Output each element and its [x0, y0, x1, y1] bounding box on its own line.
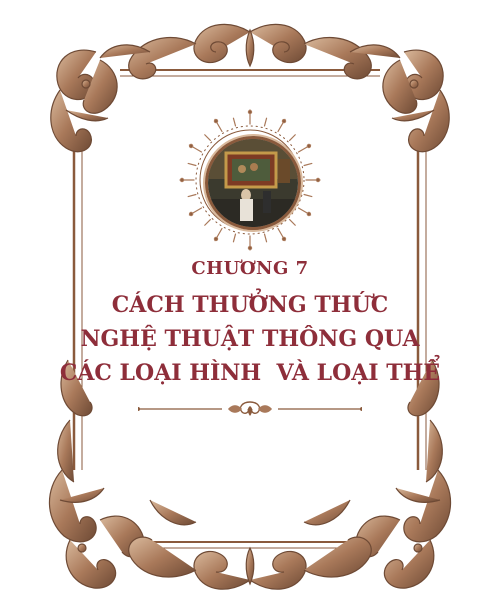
medallion-ray [233, 234, 235, 242]
divider-ornament [138, 398, 362, 420]
medallion-ray-dot [282, 237, 285, 240]
chapter-title [0, 288, 500, 390]
medallion-ray-dot [214, 237, 217, 240]
medallion-ray [188, 194, 196, 196]
medallion-ray-dot [282, 120, 285, 123]
medallion-ray [264, 118, 266, 126]
medallion-ray [188, 163, 196, 165]
bottom-left-corner [49, 470, 144, 588]
medallion-ray [205, 220, 211, 226]
museum-visitor-photo [205, 136, 301, 230]
medallion-ray [264, 234, 266, 242]
medallion-ray-dot [214, 120, 217, 123]
title-line-3: CÁC LOẠI HÌNH VÀ LOẠI THỂ [59, 360, 441, 386]
top-left-corner [51, 50, 117, 152]
medallion-ray-dot [248, 246, 251, 249]
medallion-ray-dot [307, 212, 310, 215]
bottom-scroll [129, 500, 372, 589]
bottom-right-corner [356, 470, 451, 588]
medallion-ray-dot [180, 178, 183, 181]
medallion-ray-dot [316, 178, 319, 181]
medallion-ray-dot [190, 144, 193, 147]
title-line-2: NGHỆ THUẬT THÔNG QUA [80, 326, 420, 352]
top-rail [120, 70, 380, 76]
title-line-1: CÁCH THƯỞNG THỨC [111, 292, 389, 318]
medallion-ray [290, 135, 296, 141]
chapter-label: CHƯƠNG 7 [191, 258, 309, 279]
medallion-ray [304, 163, 312, 165]
medallion-ray-dot [307, 144, 310, 147]
medallion-ray [290, 220, 296, 226]
top-right-corner [383, 50, 449, 152]
medallion-ray-dot [248, 110, 251, 113]
medallion-ray [233, 118, 235, 126]
medallion-ray-dot [190, 212, 193, 215]
medallion-ray [304, 194, 312, 196]
medallion-ray [205, 135, 211, 141]
